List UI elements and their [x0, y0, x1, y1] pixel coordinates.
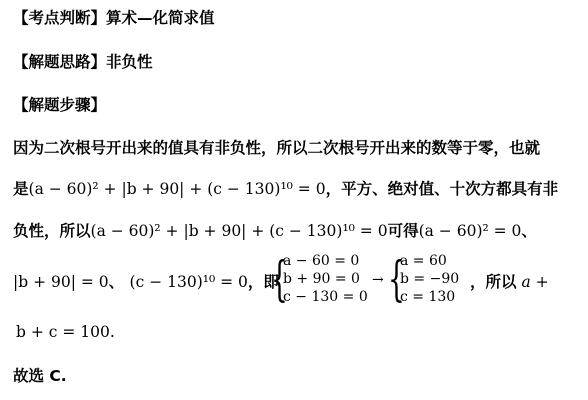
- idea-heading: [13, 50, 153, 72]
- equation-abs-zero: |b + 90| = 0: [13, 273, 109, 291]
- equation-sum-zero: (a − 60)² + |b + 90| + (c − 130)¹⁰ = 0: [28, 180, 326, 198]
- system-1-eq-b: b + 90 = 0: [283, 271, 360, 287]
- step-text-2: ，平方、绝对值、十次方都具有非: [325, 180, 559, 198]
- system-1-eq-a: a − 60 = 0: [283, 253, 360, 269]
- conclusion: [13, 364, 67, 386]
- step-suo: ，所以 a +: [470, 273, 549, 291]
- arrow: →: [372, 272, 384, 288]
- system-1-eq-c: c − 130 = 0: [283, 289, 368, 305]
- equation-square-zero: (a − 60)² = 0: [418, 222, 522, 240]
- system-2-eq-a: a = 60: [400, 253, 447, 269]
- steps-label: 【解题步骤】: [13, 96, 107, 114]
- point-label: 【考点判断】: [13, 9, 107, 27]
- equation-power-zero: (c − 130)¹⁰ = 0: [129, 273, 248, 291]
- step-line-5: [16, 323, 115, 341]
- idea-label: 【解题思路】: [13, 53, 107, 71]
- point-text: 算术—化简求值: [106, 9, 215, 27]
- step-line-1: [13, 136, 540, 158]
- final-result: b + c = 100.: [16, 323, 115, 341]
- equation-sum-zero-repeat: (a − 60)² + |b + 90| + (c − 130)¹⁰ = 0: [90, 222, 388, 240]
- step-line-4: |b + 90| = 0、 (c − 130)¹⁰ = 0，即: [13, 273, 279, 291]
- system-2-eq-b: b = −90: [400, 271, 460, 287]
- system-2-eq-c: c = 130: [400, 289, 456, 305]
- step-prefix-3: 负性，所以: [13, 222, 91, 240]
- idea-text: 非负性: [106, 53, 153, 71]
- left-brace-1: {: [271, 251, 288, 307]
- step-prefix-2: 是: [13, 180, 29, 198]
- step-mid-3: 可得: [387, 222, 419, 240]
- steps-heading: [13, 93, 106, 115]
- step-ji: ，即: [247, 273, 279, 291]
- conclusion-text: 故选 C.: [13, 367, 67, 385]
- point-heading: [13, 6, 215, 28]
- system-2: [400, 252, 459, 306]
- left-brace-2: {: [388, 251, 405, 307]
- step-line-3: 负性，所以(a − 60)² + |b + 90| + (c − 130)¹⁰ = 0可得(a − 60)² = 0、: [13, 222, 537, 240]
- step-text-1: 因为二次根号开出来的值具有非负性，所以二次根号开出来的数等于零，也就: [13, 139, 541, 157]
- step-suo-text: ，所以: [470, 273, 517, 291]
- step-line-2: [13, 177, 558, 199]
- system-1: [283, 252, 368, 306]
